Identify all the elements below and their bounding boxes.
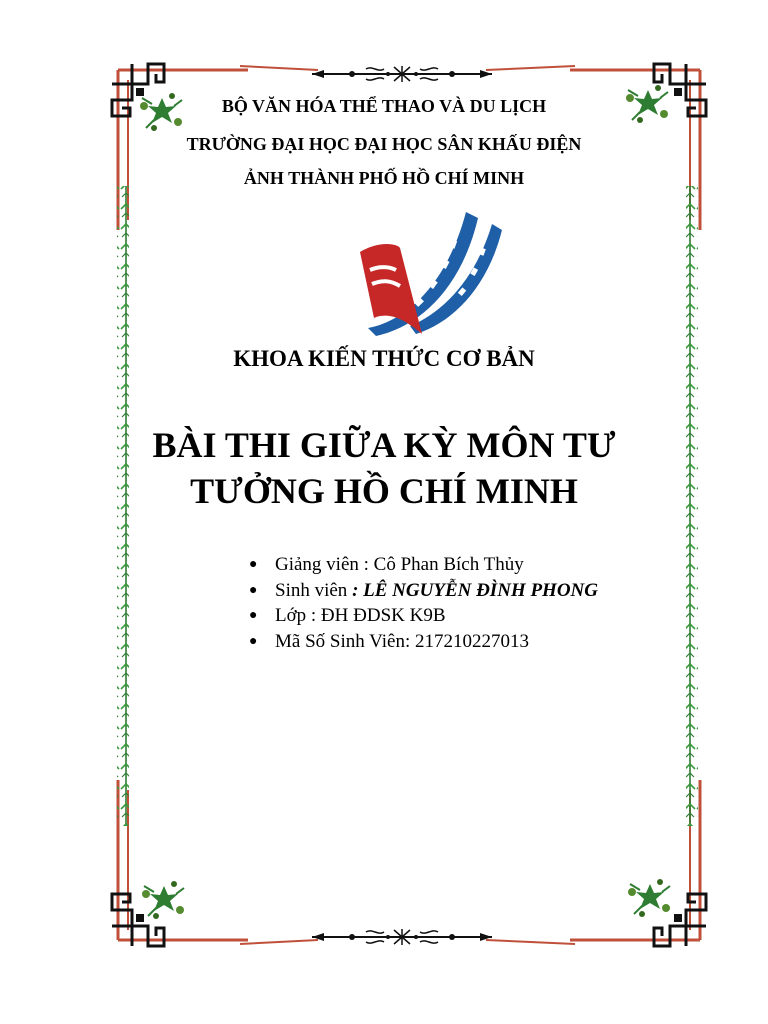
list-item	[249, 603, 598, 629]
school-logo-icon	[340, 200, 510, 340]
student-name: : LÊ NGUYỄN ĐÌNH PHONG	[352, 579, 598, 601]
flower-ornament-icon	[142, 881, 184, 919]
exam-title-line2: TƯỞNG HỒ CHÍ MINH	[190, 471, 578, 511]
list-item	[249, 552, 598, 578]
faculty-name: KHOA KIẾN THỨC CƠ BẢN	[233, 346, 535, 371]
list-item	[249, 578, 598, 604]
exam-title-line1: BÀI THI GIỮA KỲ MÔN TƯ	[152, 425, 616, 465]
class-text: Lớp : ĐH ĐDSK K9B	[275, 605, 446, 626]
list-item	[249, 629, 598, 655]
bottom-ornament-icon	[312, 929, 492, 945]
bullet-icon: ●	[249, 557, 258, 572]
corner-ornament-icon	[570, 780, 706, 946]
bullet-icon: ●	[249, 582, 258, 598]
student-id-text: Mã Số Sinh Viên: 217210227013	[275, 630, 529, 652]
student-label: Sinh viên	[275, 579, 353, 601]
university-name-line2: ẢNH THÀNH PHỐ HỒ CHÍ MINH	[243, 168, 525, 188]
flower-ornament-icon	[628, 879, 670, 917]
university-name-line1: TRƯỜNG ĐẠI HỌC ĐẠI HỌC SÂN KHẤU ĐIỆN	[186, 134, 582, 154]
student-info-list	[249, 552, 598, 654]
bullet-icon: ●	[249, 633, 258, 649]
top-ornament-icon	[312, 66, 492, 82]
corner-ornament-icon	[112, 780, 248, 946]
ministry-name: BỘ VĂN HÓA THỂ THAO VÀ DU LỊCH	[221, 96, 547, 116]
lecturer-text: Giảng viên : Cô Phan Bích Thủy	[275, 554, 524, 575]
bullet-icon: ●	[249, 608, 258, 623]
